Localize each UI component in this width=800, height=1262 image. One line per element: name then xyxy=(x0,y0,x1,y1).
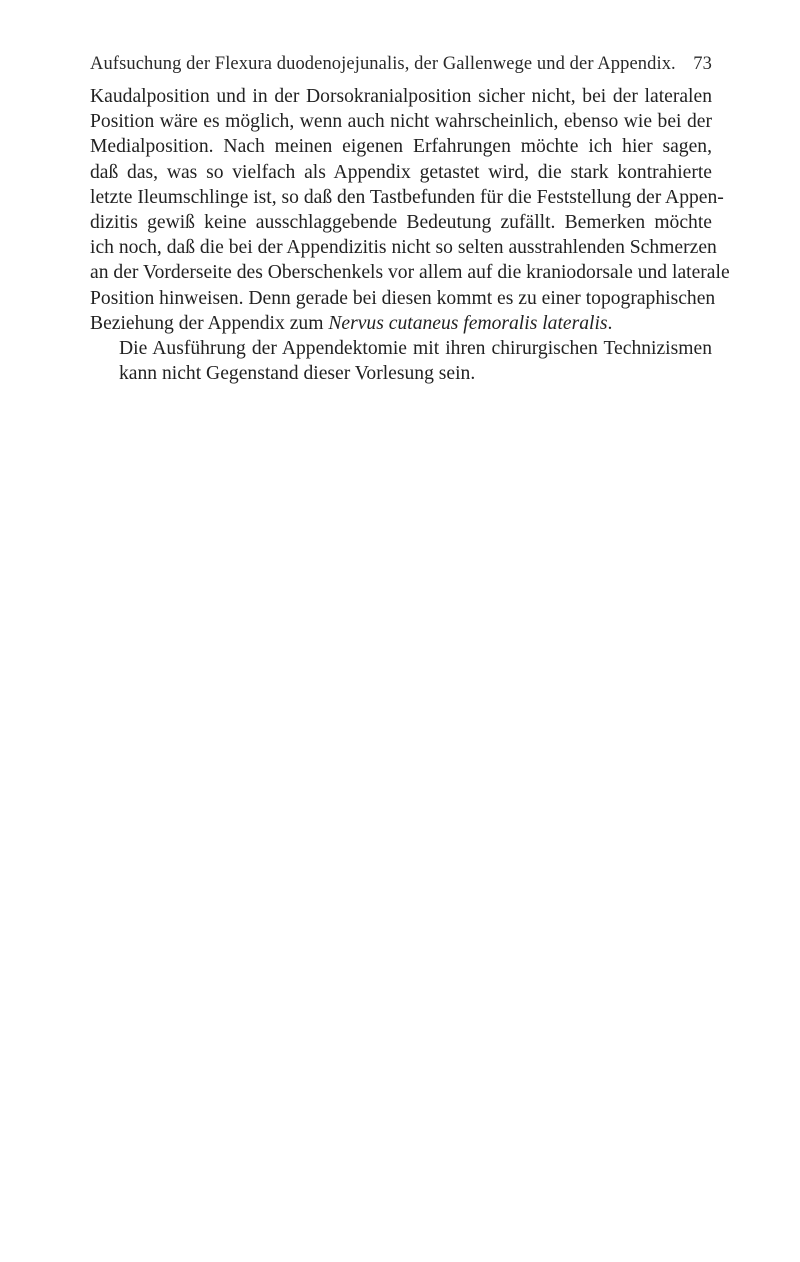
text-span: Beziehung der Appendix zum xyxy=(90,312,329,334)
text-line: kann nicht Gegenstand dieser Vorlesung sein. xyxy=(119,363,476,385)
text-line: Kaudalposition und in der Dorsokranialposition sicher nicht, bei der lateralen xyxy=(90,86,712,107)
text-line: Medialposition. Nach meinen eigenen Erfahrungen möchte ich hier sagen, xyxy=(90,136,712,158)
text-line: letzte Ileumschlinge ist, so daß den Tastbefunden für die Feststellung der Appen- xyxy=(90,186,724,208)
text-line: Die Ausführung der Appendektomie mit ihren chirurgischen Technizismen xyxy=(119,338,712,360)
header-title: Aufsuchung der Flexura duodenojejunalis, der Gallenwege und der Appendix. xyxy=(90,54,676,74)
italic-term: Nervus cutaneus femoralis lateralis xyxy=(328,312,608,334)
text-line: an der Vorderseite des Oberschenkels vor allem auf die kraniodorsale und laterale xyxy=(90,262,730,284)
text-line: dizitis gewiß keine ausschlaggebende Bedeutung zufällt. Bemerken möchte xyxy=(90,212,712,234)
page-number: 73 xyxy=(693,54,712,74)
text-line: Position hinweisen. Denn gerade bei diesen kommt es zu einer topographischen xyxy=(90,287,716,309)
text-line: daß das, was so vielfach als Appendix getastet wird, die stark kontrahierte xyxy=(90,161,712,183)
paragraph-2 xyxy=(90,336,712,386)
text-line: Position wäre es möglich, wenn auch nicht wahrscheinlich, ebenso wie bei der xyxy=(90,111,712,133)
text-span: . xyxy=(607,312,613,334)
document-page xyxy=(90,54,730,386)
text-line-with-italic xyxy=(90,311,712,336)
text-line: ich noch, daß die bei der Appendizitis nicht so selten ausstrahlenden Schmerzen xyxy=(90,237,717,259)
paragraph-1 xyxy=(90,84,730,336)
body-text xyxy=(90,84,730,386)
running-header xyxy=(90,54,712,75)
